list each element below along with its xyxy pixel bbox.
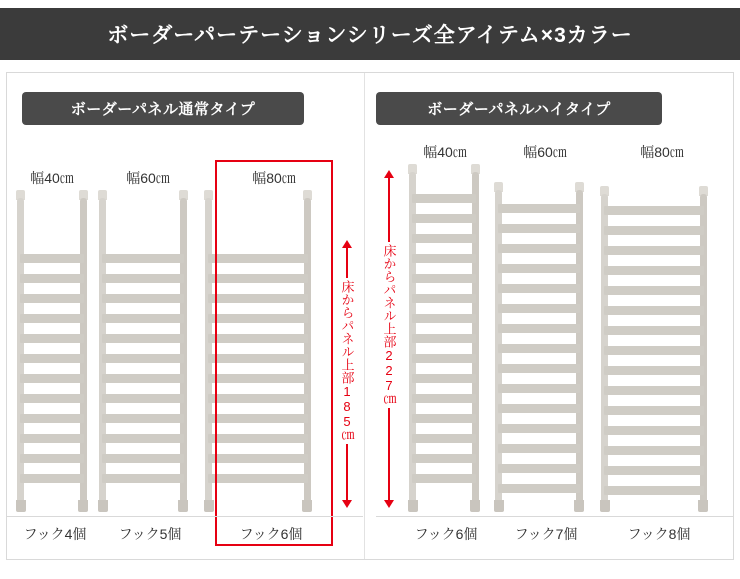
slat (498, 484, 580, 493)
slat (20, 454, 84, 463)
product-normal-40 (16, 190, 88, 512)
slat (604, 446, 704, 455)
slat (102, 414, 184, 423)
arrow-down-icon (342, 500, 352, 508)
slat (498, 244, 580, 253)
foot-right (698, 500, 708, 512)
section-divider (364, 73, 365, 559)
slat (498, 384, 580, 393)
slat (604, 226, 704, 235)
slat (412, 294, 476, 303)
slat (412, 434, 476, 443)
slat (102, 454, 184, 463)
slat (604, 426, 704, 435)
slat (20, 254, 84, 263)
page-title: ボーダーパーテーションシリーズ全アイテム×3カラー (107, 24, 633, 47)
measurement-high-label: 床からパネル上部227㎝ (381, 244, 397, 406)
width-label-normal-60: 幅60㎝ (126, 170, 170, 186)
width-label-high-80: 幅80㎝ (640, 144, 684, 160)
hooks-label-high-60: フック7個 (514, 526, 578, 542)
slat (102, 394, 184, 403)
product-high-60 (494, 182, 584, 512)
slat (20, 354, 84, 363)
slat (412, 254, 476, 263)
hooks-label-normal-80: フック6個 (239, 526, 303, 542)
slat (498, 344, 580, 353)
slat (412, 214, 476, 223)
foot-left (600, 500, 610, 512)
section-header-high-label: ボーダーパネルハイタイプ (427, 101, 611, 118)
foot-left (98, 500, 108, 512)
slat (412, 314, 476, 323)
slat (604, 406, 704, 415)
slat (412, 454, 476, 463)
hooks-label-high-80: フック8個 (627, 526, 691, 542)
slat (412, 334, 476, 343)
slat (604, 246, 704, 255)
slat (102, 434, 184, 443)
slat (102, 354, 184, 363)
slat (498, 284, 580, 293)
slat (20, 394, 84, 403)
slat (604, 266, 704, 275)
slat (20, 274, 84, 283)
slat (102, 294, 184, 303)
foot-right (470, 500, 480, 512)
slat (604, 386, 704, 395)
slat (102, 274, 184, 283)
slat (102, 334, 184, 343)
arrow-down-icon (384, 500, 394, 508)
hooks-label-normal-40: フック4個 (23, 526, 87, 542)
slat (498, 224, 580, 233)
bottom-separator-left (7, 516, 363, 517)
slat (412, 414, 476, 423)
width-label-high-40: 幅40㎝ (423, 144, 467, 160)
slat (498, 444, 580, 453)
section-header-normal-label: ボーダーパネル通常タイプ (70, 101, 256, 118)
slat (412, 394, 476, 403)
measurement-normal-label: 床からパネル上部185㎝ (339, 280, 355, 442)
section-header-normal (22, 92, 304, 125)
slat (604, 366, 704, 375)
width-label-normal-40: 幅40㎝ (30, 170, 74, 186)
slat (412, 354, 476, 363)
slat (498, 324, 580, 333)
section-header-high (376, 92, 662, 125)
slat (604, 466, 704, 475)
slat (498, 204, 580, 213)
slat (102, 474, 184, 483)
slat (20, 374, 84, 383)
slat (604, 326, 704, 335)
slat (498, 304, 580, 313)
slat (498, 264, 580, 273)
slat (102, 254, 184, 263)
foot-right (574, 500, 584, 512)
hooks-label-normal-60: フック5個 (118, 526, 182, 542)
product-normal-60 (98, 190, 188, 512)
slat (20, 314, 84, 323)
foot-left (16, 500, 26, 512)
foot-left (204, 500, 214, 512)
slat (498, 424, 580, 433)
foot-left (408, 500, 418, 512)
slat (498, 404, 580, 413)
slat (604, 286, 704, 295)
hooks-label-high-40: フック6個 (414, 526, 478, 542)
width-label-high-60: 幅60㎝ (523, 144, 567, 160)
product-high-40 (408, 164, 480, 512)
slat (412, 474, 476, 483)
slat (604, 206, 704, 215)
slat (20, 474, 84, 483)
slat (498, 364, 580, 373)
measurement-high (378, 170, 400, 508)
slat (20, 414, 84, 423)
slat (412, 234, 476, 243)
slat (604, 486, 704, 495)
slat (102, 314, 184, 323)
foot-right (78, 500, 88, 512)
slat (604, 346, 704, 355)
slat (498, 464, 580, 473)
title-bar (0, 8, 740, 60)
slat (20, 434, 84, 443)
highlight-box-normal-80 (215, 160, 333, 546)
measurement-normal (336, 240, 358, 508)
slat (604, 306, 704, 315)
slat (412, 194, 476, 203)
width-label-normal-80: 幅80㎝ (252, 170, 296, 186)
slat (102, 374, 184, 383)
slat (412, 274, 476, 283)
bottom-separator-right (376, 516, 733, 517)
product-high-80 (600, 186, 708, 512)
slat (20, 294, 84, 303)
foot-right (178, 500, 188, 512)
slat (20, 334, 84, 343)
slat (412, 374, 476, 383)
foot-left (494, 500, 504, 512)
